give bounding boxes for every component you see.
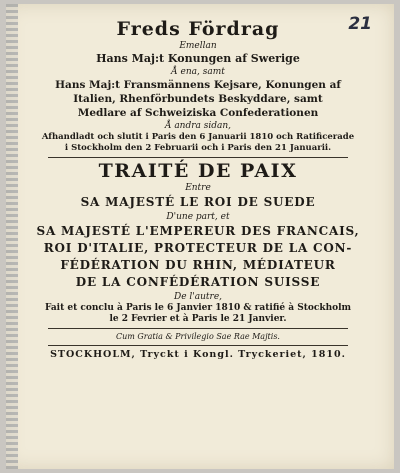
swedish-party-one: Hans Maj:t Konungen af Swerige	[96, 52, 300, 65]
swedish-party-two-line-2: Italien, Rhenförbundets Beskyddare, samt	[73, 93, 323, 105]
swedish-conclusion-line-1: Afhandladt och slutit i Paris den 6 Januarii 1810 och Ratificerade	[41, 132, 355, 142]
swedish-a-ena: Å ena, samt	[171, 67, 225, 77]
swedish-title: Freds Fördrag	[116, 18, 280, 40]
swedish-party-two-line-3: Medlare af Schweiziska Confederationen	[77, 107, 319, 119]
french-emperor-line-4: DE LA CONFÉDÉRATION SUISSE	[75, 275, 321, 289]
swedish-a-andra: Å andra sidan,	[164, 121, 232, 131]
swedish-emellan: Emellan	[179, 41, 217, 51]
page-number: 21	[348, 14, 372, 34]
title-page	[22, 18, 374, 361]
french-title: TRAITÉ DE PAIX	[98, 160, 298, 182]
french-roi: SA MAJESTÉ LE ROI DE SUEDE	[80, 195, 316, 209]
french-fait-line-1: Fait et conclu à Paris le 6 Janvier 1810 & ratifié à Stockholm	[44, 303, 352, 313]
french-entre: Entre	[185, 183, 211, 193]
divider-rule-bottom	[48, 345, 348, 346]
swedish-party-two-line-1: Hans Maj:t Fransmännens Kejsare, Konungen af	[55, 79, 341, 91]
divider-rule	[48, 157, 348, 158]
french-emperor-line-2: ROI D'ITALIE, PROTECTEUR DE LA CON-	[43, 241, 353, 255]
french-emperor-line-1: SA MAJESTÉ L'EMPEREUR DES FRANCAIS,	[36, 224, 360, 238]
french-dune-part: D'une part, et	[166, 212, 230, 222]
binding-edge	[6, 4, 18, 469]
divider-rule-lower	[48, 328, 348, 329]
french-emperor-line-3: FÉDÉRATION DU RHIN, MÉDIATEUR	[60, 258, 336, 272]
french-fait-line-2: le 2 Fevrier et à Paris le 21 Janvier.	[109, 314, 287, 324]
printer-line: STOCKHOLM, Tryckt i Kongl. Tryckeriet, 1810.	[50, 349, 346, 360]
french-de-lautre: De l'autre,	[173, 292, 223, 302]
swedish-conclusion-line-2: i Stockholm den 2 Februarii och i Paris den 21 Januarii.	[64, 143, 332, 153]
privilege-imprint: Cum Gratia & Privilegio Sae Rae Majtis.	[116, 332, 280, 341]
